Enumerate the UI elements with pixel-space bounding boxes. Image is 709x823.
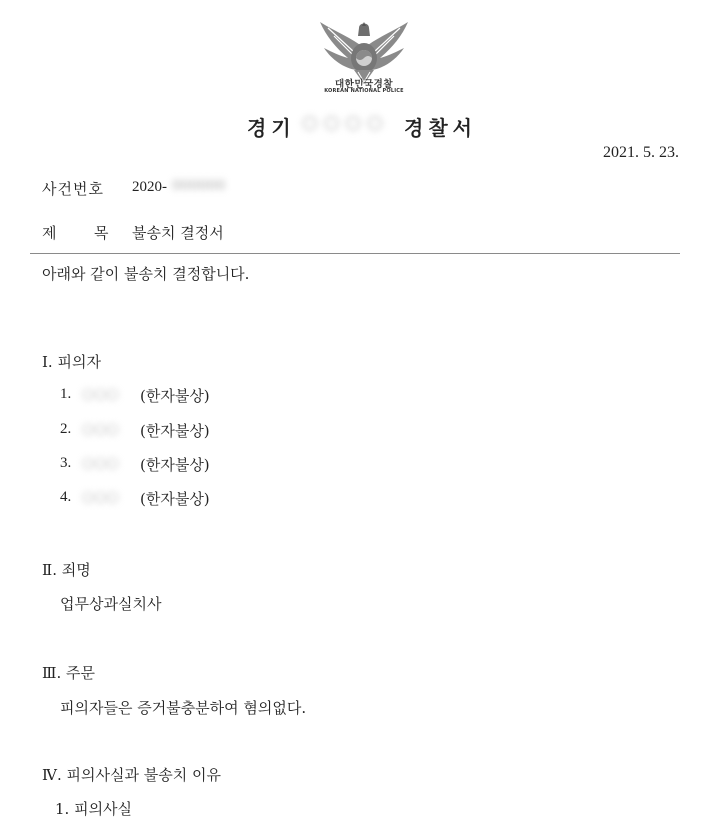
office-prefix: 경기 (247, 116, 296, 140)
document-date: 2021. 5. 23. (603, 144, 679, 161)
subject-value: 불송치 결정서 (132, 224, 224, 242)
facts-subheading: 1. 피의사실 (55, 800, 133, 818)
office-suffix: 경찰서 (404, 116, 477, 140)
emblem-text-korean: 대한민국경찰 (334, 79, 394, 90)
order-text: 피의자들은 증거불충분하여 혐의없다. (60, 699, 307, 717)
divider-line (30, 253, 680, 254)
suspect-name-redacted: ○○○ (82, 489, 119, 505)
case-number-value: 2020- (132, 179, 167, 195)
section-charge-heading: Ⅱ. 죄명 (42, 561, 91, 579)
suspect-hanja-note: (한자불상) (140, 387, 210, 405)
office-redacted: ○○○○ (302, 112, 389, 133)
suspect-name-redacted: ○○○ (82, 455, 119, 471)
suspect-name-redacted: ○○○ (82, 386, 119, 402)
suspect-hanja-note: (한자불상) (140, 422, 210, 440)
intro-text: 아래와 같이 불송치 결정합니다. (42, 265, 250, 283)
suspect-number: 3. (60, 455, 72, 471)
office-title (0, 112, 709, 142)
case-number-redacted: 000000 (172, 178, 226, 194)
section-order-heading: Ⅲ. 주문 (42, 664, 95, 682)
suspect-hanja-note: (한자불상) (140, 456, 210, 474)
suspect-number: 2. (60, 421, 72, 437)
section-suspects-heading: Ⅰ. 피의자 (42, 353, 101, 371)
suspect-number: 1. (60, 386, 72, 402)
subject-label-first: 제 (42, 224, 57, 242)
subject-label-second: 목 (94, 224, 109, 242)
case-number-label: 사건번호 (42, 180, 104, 198)
charge-text: 업무상과실치사 (60, 595, 162, 613)
suspect-number: 4. (60, 489, 72, 505)
suspect-name-redacted: ○○○ (82, 421, 119, 437)
emblem-text-english: KOREAN NATIONAL POLICE (324, 88, 404, 94)
section-facts-heading: Ⅳ. 피의사실과 불송치 이유 (42, 766, 221, 784)
suspect-hanja-note: (한자불상) (140, 490, 210, 508)
